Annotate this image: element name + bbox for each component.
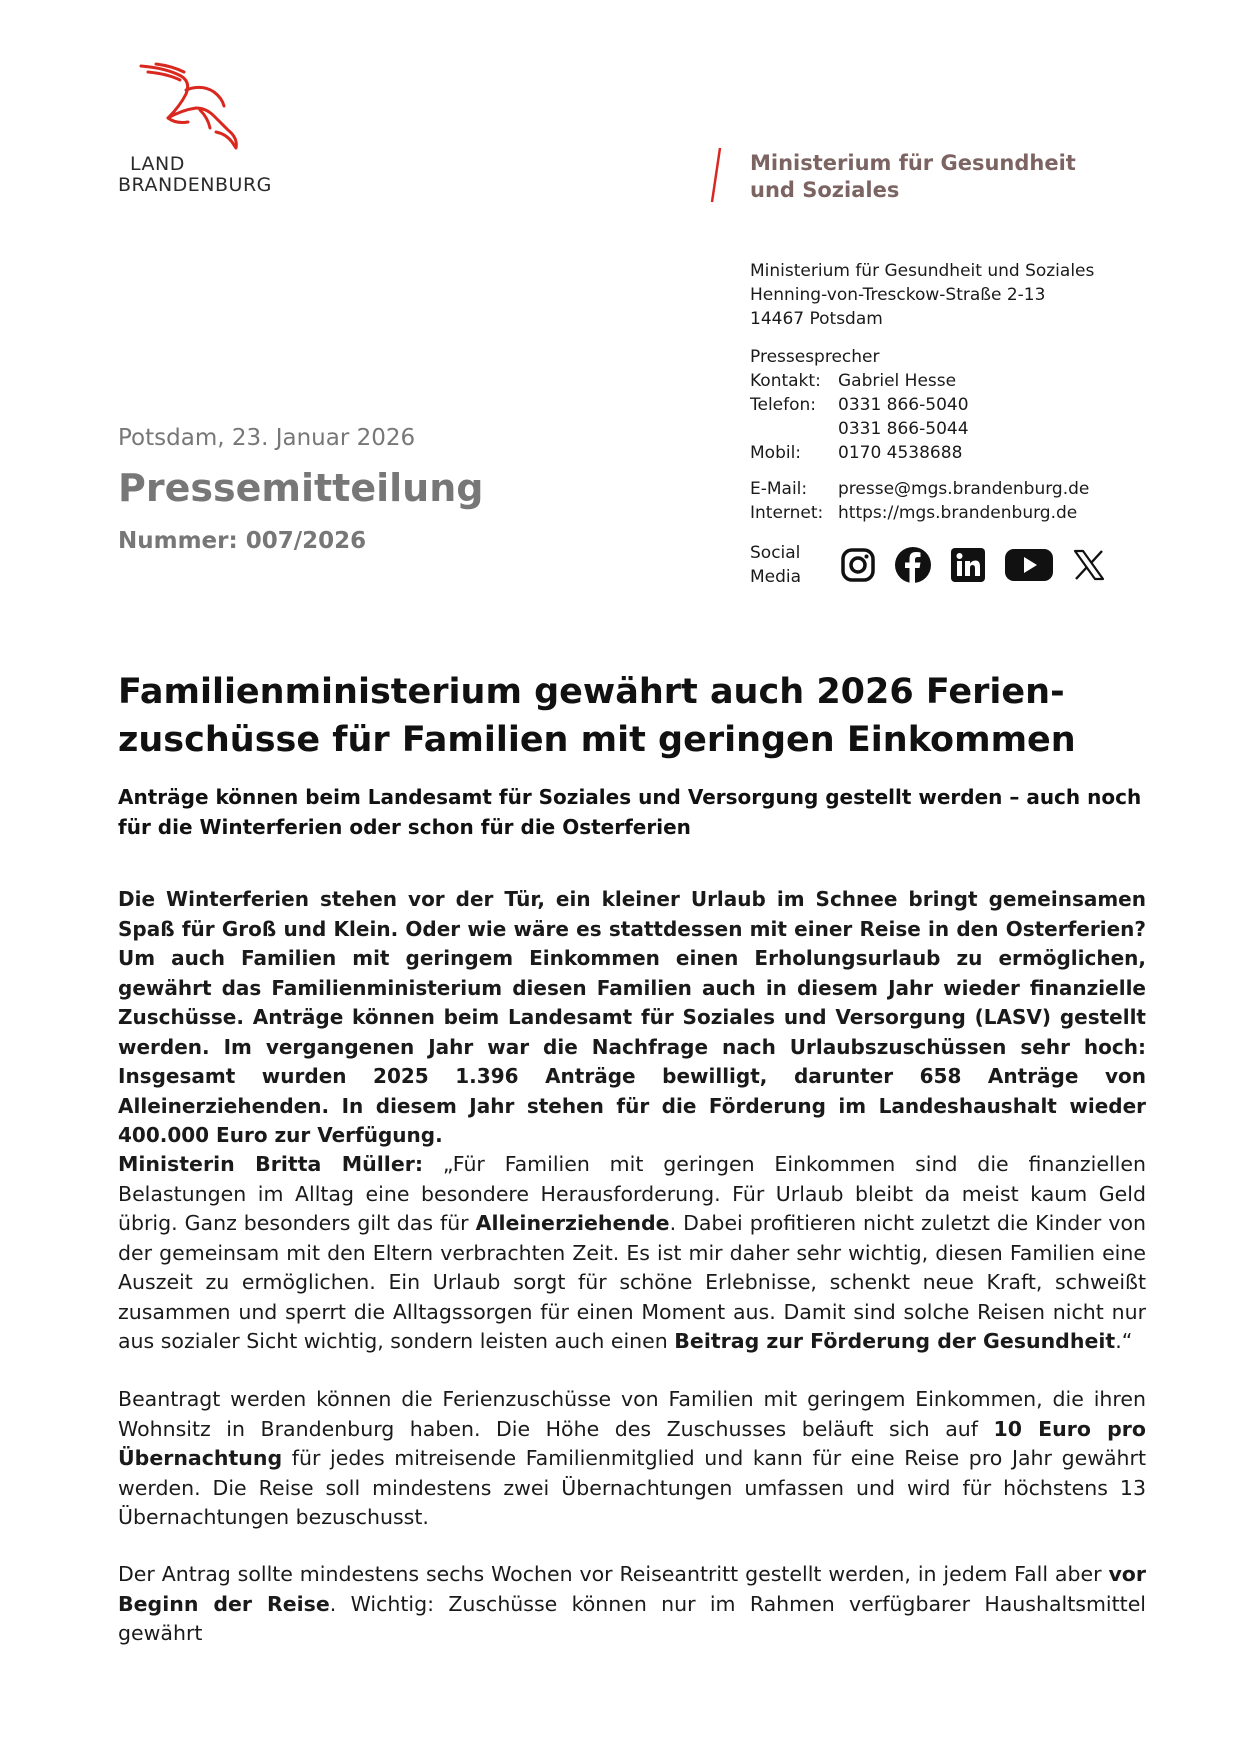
x-icon[interactable] — [1072, 548, 1106, 586]
eligibility-emphasis: 10 Euro pro Übernachtung — [118, 1416, 1146, 1470]
address-block — [750, 259, 1094, 331]
ministry-name — [750, 150, 1076, 204]
web-link[interactable]: https://mgs.brandenburg.de — [838, 503, 1078, 523]
quote-speaker: Ministerin Britta Müller: — [118, 1152, 424, 1176]
quote-text-3: .“ — [1115, 1329, 1133, 1353]
eligibility-text-2: für jedes mitreisende Familienmitglied und kann für eine Reise pro Jahr gewährt werden. Die Reise soll mindestens zwei Übernachtungen umfassen und wird für höchstens 13 Übernachtungen bezuschusst. — [118, 1446, 1146, 1529]
application-text-2: . Wichtig: Zuschüsse können nur im Rahmen verfügbarer Haushaltsmittel gewährt — [118, 1591, 1146, 1645]
email-link[interactable]: presse@mgs.brandenburg.de — [838, 479, 1090, 499]
document-type: Pressemitteilung — [118, 466, 484, 510]
social-icons-row — [840, 546, 1106, 588]
linkedin-icon[interactable] — [950, 547, 986, 587]
social-label-line1: Social — [750, 543, 801, 563]
phone-value-1: 0331 866-5040 — [838, 395, 969, 415]
application-emphasis: vor Beginn der Reise — [118, 1562, 1146, 1616]
email-label: E-Mail: — [750, 479, 808, 499]
quote-emphasis-1: Alleinerziehende — [475, 1211, 670, 1235]
eligibility-paragraph — [118, 1385, 1146, 1533]
ministry-name-line2: und Soziales — [750, 178, 900, 202]
logo-text-land: LAND — [130, 153, 185, 175]
ministry-name-line1: Ministerium für Gesundheit — [750, 151, 1076, 175]
dateline: Potsdam, 23. Januar 2026 — [118, 425, 416, 451]
eligibility-text-1: Beantragt werden können die Ferienzuschüsse von Familien mit geringem Einkommen, die ihren Wohnsitz in Brandenburg haben. Die Höhe des Zuschusses beläuft sich auf — [118, 1387, 1146, 1441]
social-media-label — [750, 541, 801, 589]
contact-label: Kontakt: — [750, 371, 821, 391]
document-number: Nummer: 007/2026 — [118, 528, 367, 554]
press-contact-block — [750, 345, 969, 465]
instagram-icon[interactable] — [840, 547, 876, 587]
lead-paragraph: Die Winterferien stehen vor der Tür, ein kleiner Urlaub im Schnee bringt gemeinsamen Spaß für Groß und Klein. Oder wie wäre es stattdessen mit einer Reise in den Osterferien? Um auch Familien mit geringem Einkommen einen Erholungsurlaub zu ermöglichen, gewährt das Familienministerium diesen Familien auch in diesem Jahr wieder finanzielle Zuschüsse. Anträge können beim Landesamt für Soziales und Versorgung (LASV) gestellt werden. Im vergangenen Jahr war die Nachfrage nach Urlaubszuschüssen sehr hoch: Insgesamt wurden 2025 1.396 Anträge bewilligt, darunter 658 Anträge von Alleinerziehenden. In diesem Jahr stehen für die Förderung im Landeshaushalt wieder 400.000 Euro zur Verfügung. — [118, 887, 1146, 1147]
youtube-icon[interactable] — [1004, 547, 1054, 587]
phone-label: Telefon: — [750, 395, 817, 415]
online-contact-block — [750, 477, 1089, 525]
web-label: Internet: — [750, 503, 824, 523]
address-line1: Ministerium für Gesundheit und Soziales — [750, 261, 1095, 281]
quote-paragraph — [118, 1150, 1146, 1357]
subheadline: Anträge können beim Landesamt für Soziales und Versorgung gestellt werden – auch noch für die Winterferien oder schon für die Osterferien — [118, 785, 1142, 839]
press-heading: Pressesprecher — [750, 347, 880, 367]
land-brandenburg-logo — [118, 62, 318, 212]
application-paragraph — [118, 1560, 1146, 1649]
social-label-line2: Media — [750, 567, 802, 587]
headline — [118, 668, 1158, 764]
contact-value: Gabriel Hesse — [838, 371, 957, 391]
address-line3: 14467 Potsdam — [750, 309, 883, 329]
quote-text-1: „Für Familien mit geringen Einkommen sind die finanziellen Belastungen im Alltag eine besondere Herausforderung. Für Urlaub bleibt da meist kaum Geld übrig. Ganz besonders gilt das für — [118, 1152, 1146, 1235]
facebook-icon[interactable] — [894, 546, 932, 588]
headline-line1: Familienministerium gewährt auch 2026 Ferien- — [118, 672, 1065, 712]
brandenburg-eagle-icon — [136, 62, 276, 162]
quote-emphasis-2: Beitrag zur Förderung der Gesundheit — [674, 1329, 1116, 1353]
address-line2: Henning-von-Tresckow-Straße 2-13 — [750, 285, 1046, 305]
quote-text-2: . Dabei profitieren nicht zuletzt die Kinder von der gemeinsam mit den Eltern verbrachten Zeit. Es ist mir daher sehr wichtig, diesen Familien eine Auszeit zu ermöglichen. Ein Urlaub sorgt für schöne Erlebnisse, schenkt neue Kraft, schweißt zusammen und sperrt die Alltagssorgen für einen Moment aus. Damit sind solche Reisen nicht nur aus sozialer Sicht wichtig, sondern leisten auch einen — [118, 1211, 1146, 1353]
ministry-slash-icon — [710, 146, 722, 204]
mobile-label: Mobil: — [750, 443, 802, 463]
logo-text-brandenburg: BRANDENBURG — [118, 174, 272, 196]
mobile-value: 0170 4538688 — [838, 443, 963, 463]
phone-value-2: 0331 866-5044 — [838, 419, 969, 439]
headline-line2: zuschüsse für Familien mit geringen Einkommen — [118, 720, 1076, 760]
application-text-1: Der Antrag sollte mindestens sechs Wochen vor Reiseantritt gestellt werden, in jedem Fall aber — [118, 1562, 1109, 1586]
